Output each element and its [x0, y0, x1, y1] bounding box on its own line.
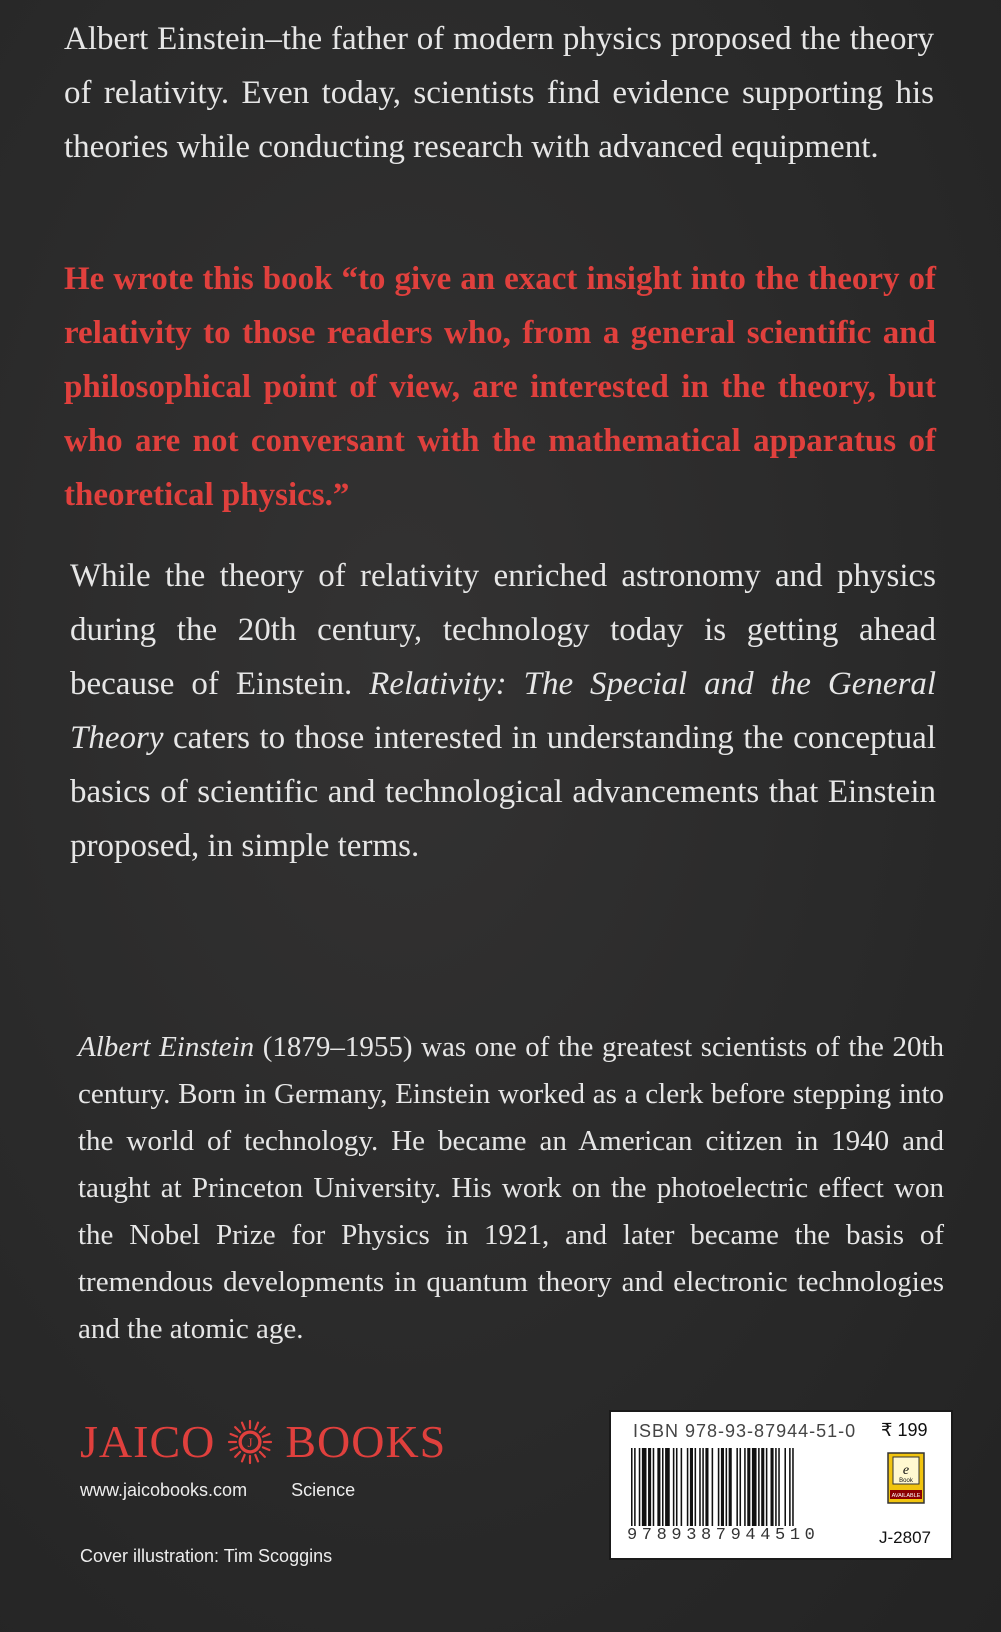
sun-ray: [235, 1427, 240, 1432]
barcode-stripe: [631, 1448, 633, 1526]
sun-ray: [231, 1447, 237, 1450]
summary-text-start: While the theory of relativity enriched astronomy and physics during the 20th century, technology today is getting ahead because of Einstein.: [70, 558, 936, 702]
sun-ray: [263, 1434, 269, 1437]
sun-ray: [256, 1423, 259, 1429]
author-bio-text: (1879–1955) was one of the greatest scientists of the 20th century. Born in Germany, Einstein worked as a clerk before stepping into the world of technology. He became an American citizen in 1940 and taught at Princeton University. His work on the photoelectric effect won the Nobel Prize for Physics in 1921, and later became the basis of tremendous developments in quantum theory and electronic technologies and the atomic age.: [78, 1031, 945, 1345]
sun-ray: [242, 1423, 245, 1429]
barcode-stripe: [789, 1448, 791, 1526]
barcode-stripe: [676, 1448, 678, 1526]
publisher-logo: [80, 1416, 446, 1468]
barcode-stripe: [761, 1448, 764, 1526]
barcode-digits: 9789387944510: [627, 1526, 820, 1545]
barcode-panel: [609, 1410, 953, 1560]
barcode-stripe: [702, 1448, 704, 1526]
barcode-stripe: [687, 1448, 689, 1526]
barcode-stripe: [642, 1448, 647, 1526]
book-category: Science: [291, 1480, 356, 1500]
barcode-stripe: [729, 1448, 732, 1526]
barcode-stripe: [681, 1448, 683, 1526]
sun-ray: [256, 1455, 259, 1461]
sun-ray: [242, 1455, 245, 1461]
book-title: Relativity: The Special and the General Theory: [70, 666, 937, 756]
barcode-stripe: [752, 1448, 757, 1526]
barcode-stripe: [665, 1448, 670, 1526]
sun-ray: [260, 1427, 265, 1432]
barcode-stripe: [690, 1448, 693, 1526]
barcode-stripe: [657, 1448, 660, 1526]
barcode-stripe: [744, 1448, 746, 1526]
logo-word-right: BOOKS: [285, 1416, 447, 1467]
cover-credit: Cover illustration: Tim Scoggins: [80, 1546, 333, 1566]
barcode-stripe: [718, 1448, 720, 1526]
summary-text-end: caters to those interested in understanding the conceptual basics of scientific and technological advancements that Einstein proposed, in simple terms.: [70, 720, 936, 864]
barcode-stripe: [747, 1448, 750, 1526]
barcode-stripe: [766, 1448, 768, 1526]
price-label: ₹ 199: [881, 1420, 928, 1440]
barcode-stripe: [784, 1448, 786, 1526]
catalog-code: J-2807: [879, 1528, 931, 1547]
ebook-available-text: AVAILABLE: [891, 1493, 921, 1499]
barcode-stripe: [736, 1448, 738, 1526]
barcode-stripe: [639, 1448, 641, 1526]
barcode-stripe: [758, 1448, 760, 1526]
barcode-stripe: [662, 1448, 664, 1526]
barcode-stripe: [653, 1448, 655, 1526]
publisher-meta: [80, 1480, 446, 1501]
logo-letter: J: [247, 1435, 253, 1450]
barcode-stripe: [792, 1448, 794, 1526]
quote-paragraph: He wrote this book “to give an exact insight into the theory of relativity to those readers who, from a general scientific and philosophical point of view, are interested in the theory, but who are not conversant with the mathematical apparatus of theoretical physics.”: [64, 261, 936, 513]
barcode-stripe: [740, 1448, 742, 1526]
author-bio: [78, 1024, 944, 1353]
barcode-stripe: [771, 1448, 774, 1526]
barcode-stripe: [712, 1448, 714, 1526]
ebook-letter: e: [902, 1463, 910, 1478]
ebook-word: Book: [899, 1478, 913, 1484]
barcode-stripe: [705, 1448, 708, 1526]
publisher-website: www.jaicobooks.com: [80, 1480, 248, 1500]
barcode-stripe: [726, 1448, 728, 1526]
intro-paragraph: Albert Einstein–the father of modern physics proposed the theory of relativity. Even today, scientists find evidence supporting his theories while conducting research with advanced equipment.: [64, 21, 934, 165]
author-name: Albert Einstein: [78, 1031, 255, 1063]
barcode-stripe: [634, 1448, 636, 1526]
barcode-stripe: [699, 1448, 701, 1526]
ebook-available-icon: [887, 1452, 925, 1504]
barcode-stripe: [673, 1448, 675, 1526]
barcode-stripe: [695, 1448, 697, 1526]
sun-ray: [235, 1452, 240, 1457]
sun-ray: [260, 1452, 265, 1457]
logo-word-left: JAICO: [80, 1416, 216, 1467]
barcode-stripe: [778, 1448, 780, 1526]
sun-emblem-icon: [221, 1416, 279, 1468]
barcode-icon: [629, 1448, 869, 1526]
summary-paragraph: [70, 549, 936, 873]
publisher-block: [80, 1416, 446, 1501]
barcode-stripe: [648, 1448, 651, 1526]
isbn-number: ISBN 978-93-87944-51-0: [633, 1421, 857, 1441]
sun-ray: [263, 1447, 269, 1450]
sun-ray: [231, 1434, 237, 1437]
barcode-stripe: [721, 1448, 724, 1526]
barcode-stripe: [775, 1448, 777, 1526]
